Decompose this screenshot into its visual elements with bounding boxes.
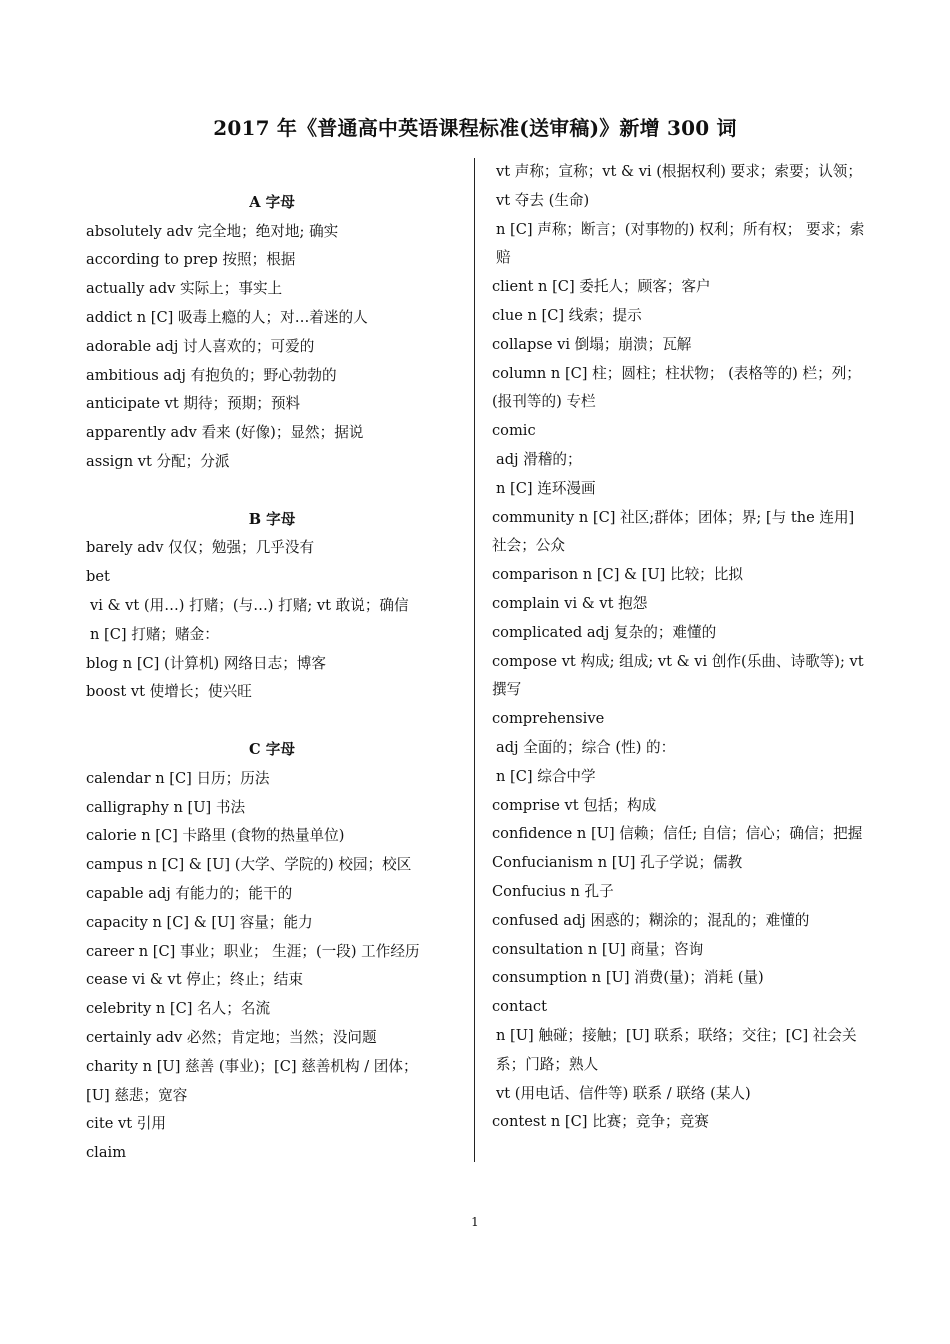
entry-adorable: adorable adj 讨人喜欢的；可爱的 bbox=[86, 337, 315, 355]
blank-line bbox=[86, 707, 458, 736]
section-heading-a: A 字母 bbox=[249, 193, 295, 211]
entry-comprehensive-adj: adj 全面的；综合 (性) 的： bbox=[496, 738, 676, 756]
entry-ambitious: ambitious adj 有抱负的；野心勃勃的 bbox=[86, 366, 337, 384]
entry-consultation: consultation n [U] 商量；咨询 bbox=[492, 940, 704, 958]
entry-contact: contact bbox=[492, 998, 547, 1016]
entry-apparently: apparently adv 看来 (好像)；显然；据说 bbox=[86, 424, 364, 442]
entry-confucianism: Confucianism n [U] 孔子学说；儒教 bbox=[492, 854, 743, 872]
entry-claim-noun: n [C] 声称；断言；(对事物的) 权利；所有权； 要求；索赔 bbox=[496, 220, 865, 267]
section-heading-c: C 字母 bbox=[249, 740, 295, 758]
entry-calligraphy: calligraphy n [U] 书法 bbox=[86, 798, 246, 816]
entry-certainly: certainly adv 必然；肯定地；当然；没问题 bbox=[86, 1028, 377, 1046]
left-column bbox=[86, 160, 458, 1168]
entry-addict: addict n [C] 吸毒上瘾的人；对…着迷的人 bbox=[86, 308, 368, 326]
entry-claim: claim bbox=[86, 1144, 127, 1162]
entry-column: column n [C] 柱；圆柱；柱状物； (表格等的) 栏；列；(报刊等的) 专栏 bbox=[492, 364, 861, 411]
entry-complicated: complicated adj 复杂的；难懂的 bbox=[492, 623, 717, 641]
entry-comic-adj: adj 滑稽的； bbox=[496, 450, 582, 468]
entry-comprise: comprise vt 包括；构成 bbox=[492, 796, 657, 814]
entry-calendar: calendar n [C] 日历；历法 bbox=[86, 769, 270, 787]
entry-complain: complain vi & vt 抱怨 bbox=[492, 594, 648, 612]
entry-comprehensive: comprehensive bbox=[492, 710, 605, 728]
entry-comic: comic bbox=[492, 422, 536, 440]
entry-calorie: calorie n [C] 卡路里 (食物的热量单位) bbox=[86, 827, 345, 845]
entry-campus: campus n [C] & [U] (大学、学院的) 校园；校区 bbox=[86, 856, 412, 874]
entry-bet-noun: n [C] 打赌；赌金： bbox=[90, 625, 219, 643]
entry-capacity: capacity n [C] & [U] 容量；能力 bbox=[86, 913, 313, 931]
section-heading-b: B 字母 bbox=[248, 510, 296, 528]
entry-blog: blog n [C] (计算机) 网络日志；博客 bbox=[86, 654, 326, 672]
entry-community: community n [C] 社区;群体；团体；界; [与 the 连用] 社会；公众 bbox=[492, 508, 855, 555]
entry-collapse: collapse vi 倒塌；崩溃；瓦解 bbox=[492, 335, 692, 353]
entry-charity: charity n [U] 慈善 (事业)；[C] 慈善机构 / 团体； bbox=[86, 1057, 418, 1075]
entry-according-to: according to prep 按照；根据 bbox=[86, 251, 296, 269]
entry-career: career n [C] 事业；职业； 生涯；(一段) 工作经历 bbox=[86, 942, 420, 960]
entry-comic-noun: n [C] 连环漫画 bbox=[496, 479, 596, 497]
entry-comparison: comparison n [C] & [U] 比较；比拟 bbox=[492, 566, 743, 584]
entry-celebrity: celebrity n [C] 名人；名流 bbox=[86, 1000, 271, 1018]
column-divider bbox=[474, 158, 475, 1162]
entry-cease: cease vi & vt 停止；终止；结束 bbox=[86, 971, 303, 989]
entry-anticipate: anticipate vt 期待；预期；预料 bbox=[86, 395, 301, 413]
entry-contact-verb: vt (用电话、信件等) 联系 / 联络 (某人) bbox=[496, 1084, 751, 1102]
entry-claim-verb: vt 声称；宣称；vt & vi (根据权利) 要求；索要；认领； vt 夺去 (生命) bbox=[496, 163, 862, 209]
entry-compose: compose vt 构成; 组成; vt & vi 创作(乐曲、诗歌等); vt 撰写 bbox=[492, 652, 864, 699]
entry-cite: cite vt 引用 bbox=[86, 1115, 166, 1133]
entry-clue: clue n [C] 线索；提示 bbox=[492, 306, 642, 324]
entry-boost: boost vt 使增长；使兴旺 bbox=[86, 683, 252, 701]
entry-barely: barely adv 仅仅；勉强；几乎没有 bbox=[86, 539, 315, 557]
blank-line bbox=[86, 477, 458, 506]
page-title: 2017 年《普通高中英语课程标准(送审稿)》新增 300 词 bbox=[213, 116, 737, 140]
entry-consumption: consumption n [U] 消费(量)；消耗 (量) bbox=[492, 969, 764, 987]
entry-assign: assign vt 分配；分派 bbox=[86, 452, 230, 470]
blank-line bbox=[86, 160, 458, 189]
entry-capable: capable adj 有能力的；能干的 bbox=[86, 884, 293, 902]
entry-confused: confused adj 困惑的；糊涂的；混乱的；难懂的 bbox=[492, 911, 810, 929]
page-number: 1 bbox=[471, 1215, 479, 1229]
entry-contest: contest n [C] 比赛；竞争；竞赛 bbox=[492, 1113, 709, 1131]
entry-charity-cont: [U] 慈悲；宽容 bbox=[86, 1086, 188, 1104]
entry-confidence: confidence n [U] 信赖；信任; 自信；信心；确信；把握 bbox=[492, 825, 863, 843]
entry-bet-verb: vi & vt (用…) 打赌；(与…) 打赌; vt 敢说；确信 bbox=[90, 596, 409, 614]
entry-comprehensive-noun: n [C] 综合中学 bbox=[496, 767, 596, 785]
entry-absolutely: absolutely adv 完全地；绝对地; 确实 bbox=[86, 222, 339, 240]
entry-contact-noun: n [U] 触碰；接触；[U] 联系；联络；交往；[C] 社会关系；门路；熟人 bbox=[496, 1026, 857, 1073]
entry-confucius: Confucius n 孔子 bbox=[492, 882, 614, 900]
entry-client: client n [C] 委托人；顾客；客户 bbox=[492, 278, 711, 296]
entry-actually: actually adv 实际上；事实上 bbox=[86, 280, 283, 298]
entry-bet: bet bbox=[86, 568, 110, 586]
right-column bbox=[492, 158, 868, 1137]
